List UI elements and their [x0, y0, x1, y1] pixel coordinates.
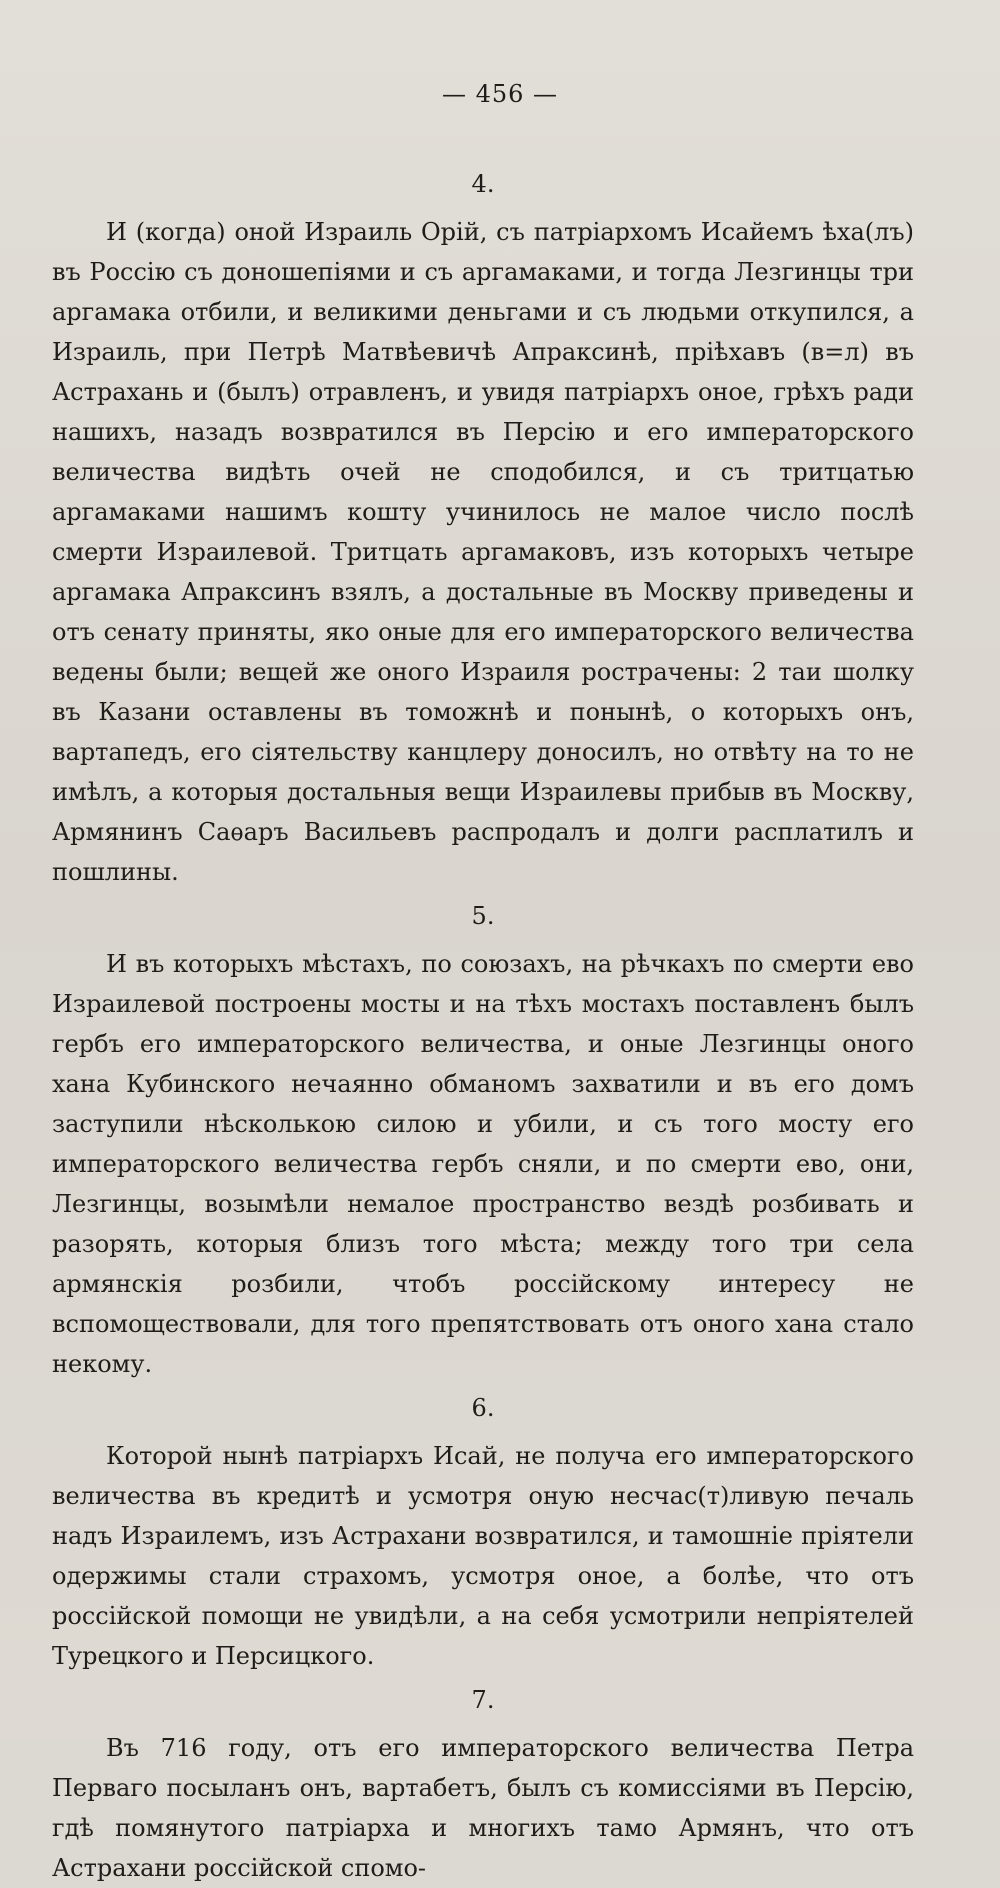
section-7: [52, 1680, 914, 1888]
section-paragraph: Которой нынѣ патріархъ Исай, не получа его императорского величества въ кредитѣ и усмотря оную несчас(т)ливую печаль надъ Израилемъ, изъ Астрахани возвратился, и тамошніе пріятели одержимы стали страхомъ, усмотря оное, а болѣе, что отъ россійской помощи не увидѣли, а на себя усмотрили непріятелей Турецкого и Персицкого.: [52, 1442, 914, 1670]
section-number: 6.: [471, 1394, 495, 1422]
section-5: [52, 896, 914, 1384]
section-6: [52, 1388, 914, 1676]
section-paragraph: И въ которыхъ мѣстахъ, по союзахъ, на рѣчкахъ по смерти ево Израилевой построены мосты и на тѣхъ мостахъ поставленъ былъ гербъ его императорского величества, и оные Лезгинцы оного хана Кубинского нечаянно обманомъ захватили и въ его домъ заступили нѣсколькою силою и убили, и съ того мосту его императорского величества гербъ сняли, и по смерти ево, они, Лезгинцы, возымѣли немалое пространство вездѣ розбивать и разорять, которыя близъ того мѣста; между того три села армянскія розбили, чтобъ россійскому интересу не вспомоществовали, для того препятствовать отъ оного хана стало некому.: [52, 950, 914, 1378]
section-number: 5.: [471, 902, 495, 930]
section-paragraph: И (когда) оной Израиль Орій, съ патріархомъ Исайемъ ѣха(лъ) въ Россію съ доношепіями и съ аргамаками, и тогда Лезгинцы три аргамака отбили, и великими деньгами и съ людьми откупился, а Израиль, при Петрѣ Матвѣевичѣ Апраксинѣ, пріѣхавъ (в=л) въ Астрахань и (былъ) отравленъ, и увидя патріархъ оное, грѣхъ ради нашихъ, назадъ возвратился въ Персію и его императорского величества видѣть очей не сподобился, и съ тритцатью аргамаками нашимъ кошту учинилось не малое число послѣ смерти Израилевой. Тритцать аргамаковъ, изъ которыхъ четыре аргамака Апраксинъ взялъ, а достальные въ Москву приведены и отъ сенату приняты, яко оные для его императорского величества ведены были; вещей же оного Израиля рострачены: 2 таи шолку въ Казани оставлены въ томожнѣ и понынѣ, о которыхъ онъ, вартапедъ, его сіятельству канцлеру доносилъ, но отвѣту на то не имѣлъ, а которыя достальныя вещи Израилевы прибыв въ Москву, Армянинъ Саѳаръ Васильевъ распродалъ и долги расплатилъ и пошлины.: [52, 218, 914, 886]
section-number: 4.: [471, 170, 495, 198]
section-paragraph: Въ 716 году, отъ его императорского величества Петра Перваго посыланъ онъ, вартабетъ, былъ съ комиссіями въ Персію, гдѣ помянутого патріарха и многихъ тамо Армянъ, что отъ Астрахани россійской спомо-: [52, 1734, 914, 1882]
section-number: 7.: [471, 1686, 495, 1714]
page-body: [52, 160, 914, 1888]
page-number: — 456 —: [441, 80, 559, 108]
section-4: [52, 164, 914, 892]
